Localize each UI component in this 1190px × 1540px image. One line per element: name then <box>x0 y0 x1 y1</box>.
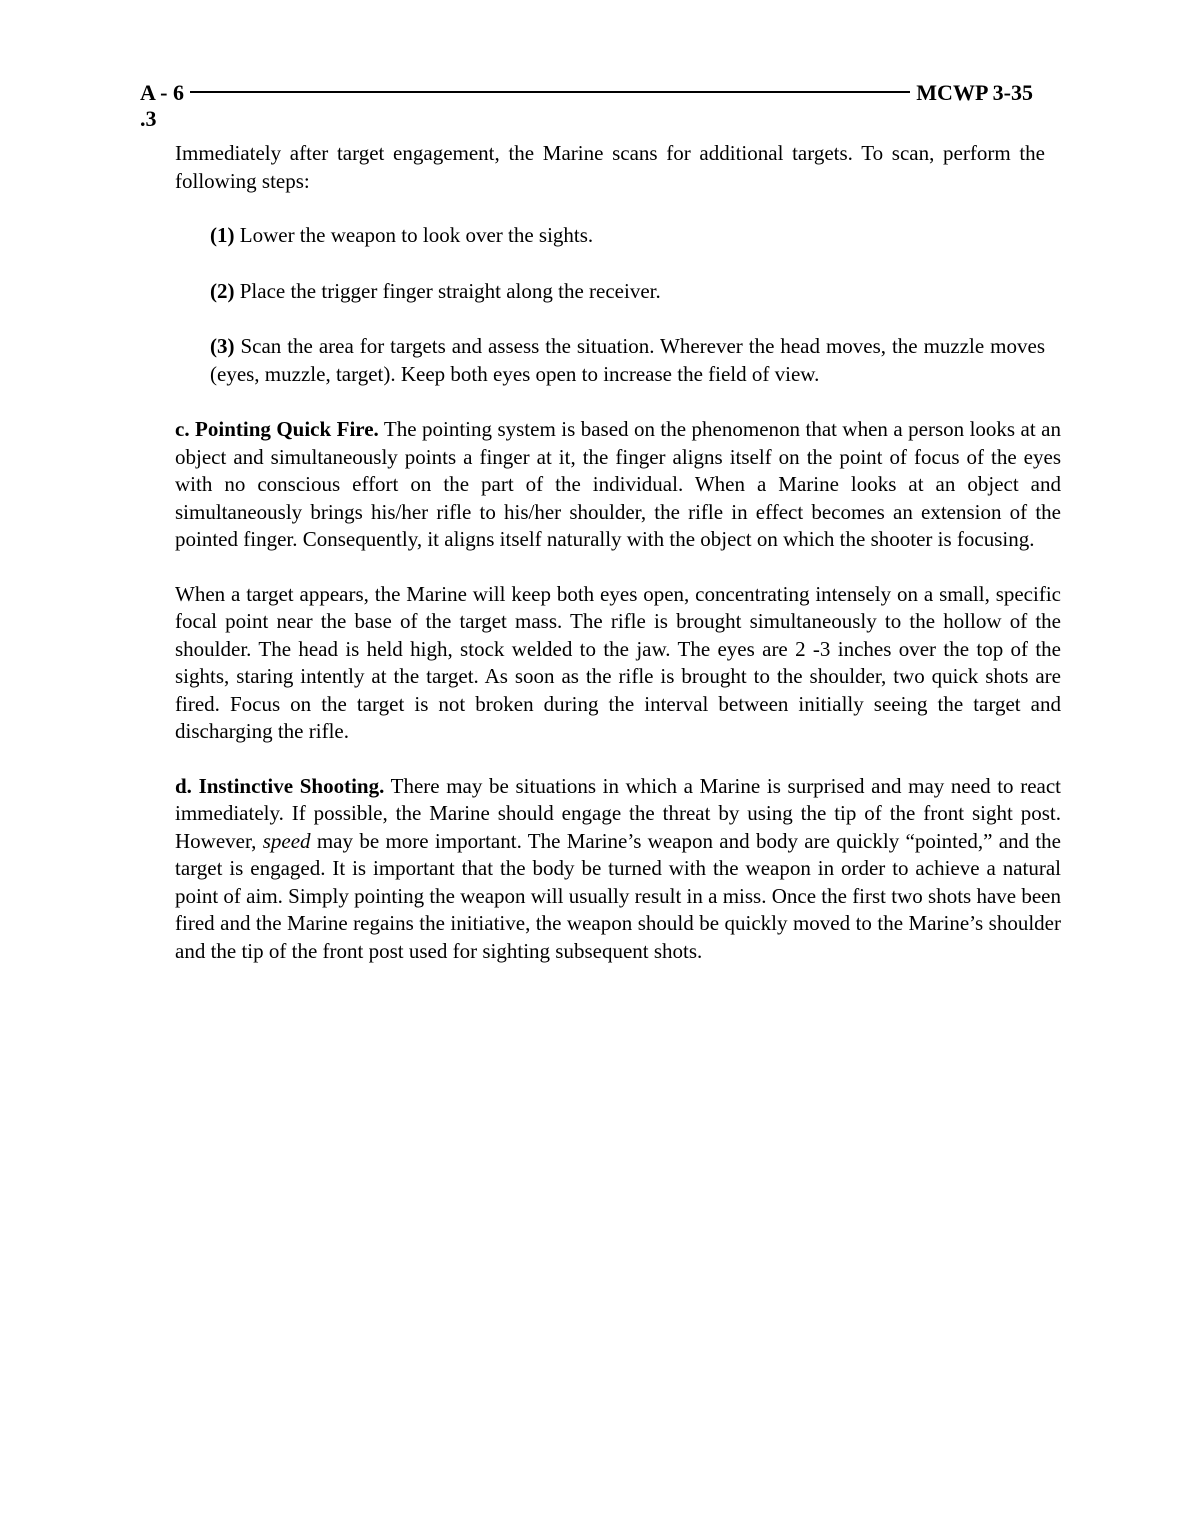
instinctive-shooting-paragraph <box>175 773 1061 966</box>
step-number: (1) <box>210 223 235 247</box>
section-text: may be more important. The Marine’s weapon and body are quickly “pointed,” and the target is engaged. It is important that the body be turned with the weapon in order to achieve a natural point of aim. Simply pointing the weapon will usually result in a miss. Once the first two shots have been fired and the Marine regains the initiative, the weapon should be quickly moved to the Marine’s shoulder and the tip of the front post used for sighting subsequent shots. <box>175 828 1062 963</box>
scan-intro-paragraph: Immediately after target engagement, the Marine scans for additional targets. To scan, perform the following steps: <box>175 141 1045 193</box>
step-number: (3) <box>210 334 235 358</box>
step-text: Lower the weapon to look over the sights. <box>234 223 594 247</box>
header-rule <box>190 91 910 93</box>
section-text: There may be situations in which a Marine is surprised and may need to react immediately. If possible, the Marine should engage the threat by using the tip of the front sight post. However, <box>175 773 1061 853</box>
pointing-quick-fire-paragraph <box>175 416 1061 554</box>
step-number: (2) <box>210 278 235 303</box>
page-number: A - 6 <box>140 80 184 105</box>
step-text: Place the trigger finger straight along the receiver. <box>234 278 661 303</box>
pointing-quick-fire-paragraph-2: When a target appears, the Marine will keep both eyes open, concentrating intensely on a small, specific focal point near the base of the target mass. The rifle is brought simultaneously to the hollow of the shoulder. The head is held high, stock welded to the jaw. The eyes are 2 -3 inches over the top of the sights, staring intently at the target. As soon as the rifle is brought to the shoulder, two quick shots are fired. Focus on the target is not broken during the interval between initially seeing the target and discharging the rifle. <box>175 581 1061 743</box>
section-text: The pointing system is based on the phenomenon that when a person looks at an object and simultaneously points a finger at it, the finger aligns itself on the point of focus of the eyes with no conscious effort on the part of the individual. When a Marine looks at an object and simultaneously brings his/her rifle to his/her shoulder, the rifle in effect becomes an extension of the pointed finger. Consequently, it aligns itself naturally with the object on which the shooter is focusing. <box>175 417 1061 551</box>
page-header <box>140 78 1033 108</box>
scan-step-1 <box>210 222 1061 250</box>
section-heading: c. Pointing Quick Fire. <box>175 417 379 441</box>
step-text: Scan the area for targets and assess the situation. Wherever the head moves, the muzzle moves (eyes, muzzle, target). Keep both eyes open to increase the field of view. <box>210 334 1045 386</box>
emphasis-text: speed <box>262 828 311 853</box>
scan-step-2 <box>210 278 1061 306</box>
page-number-suffix: .3 <box>140 106 157 131</box>
publication-id: MCWP 3-35 <box>916 80 1033 105</box>
scan-step-3 <box>210 333 1045 388</box>
section-heading: d. Instinctive Shooting. <box>175 773 385 798</box>
page-body <box>175 140 1061 992</box>
